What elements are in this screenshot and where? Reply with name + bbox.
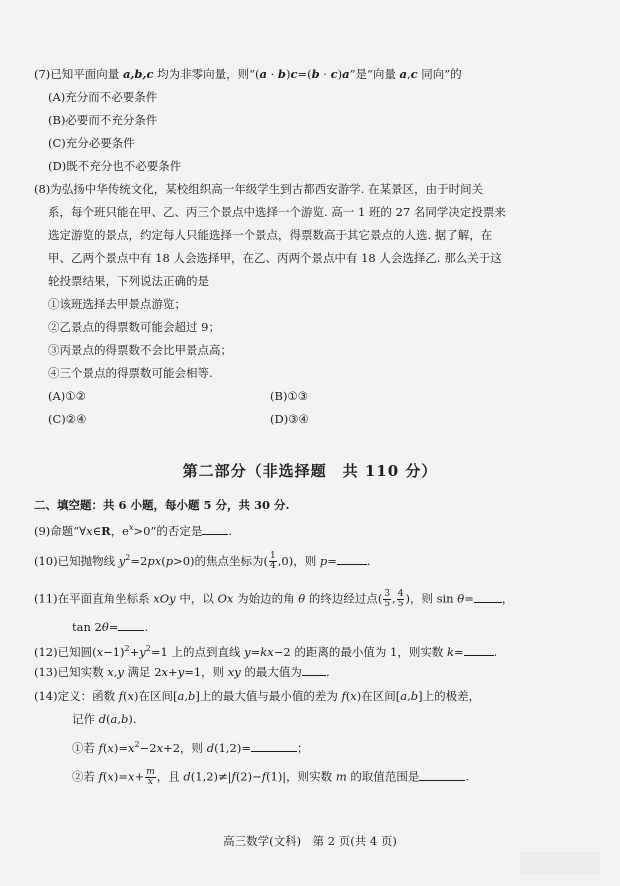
q8-option-b: (B)①③ <box>270 389 309 403</box>
q8-option-c: (C)②④ <box>48 412 87 426</box>
answer-blank[interactable] <box>474 591 502 603</box>
fraction: $\frac{3}{5}$ <box>384 589 391 609</box>
answer-blank[interactable] <box>419 769 465 781</box>
q7-option-b: (B)必要而不充分条件 <box>48 113 158 127</box>
fraction: $\frac{4}{5}$ <box>397 589 404 609</box>
fraction: $\frac{1}{4}$ <box>270 551 276 572</box>
q7-option-a: (A)充分而不必要条件 <box>48 90 158 104</box>
answer-blank[interactable] <box>251 740 297 752</box>
q14-sub-2: ②若 f(x)=x+ $\frac{m}{x}$ ，且 d(1,2)≠|f(2)−f(1)|，则实数 m 的取值范围是 . <box>72 767 470 787</box>
q8-statement-2: ②乙景点的得票数可能会超过 9； <box>48 320 220 334</box>
part-two-title: 第二部分（非选择题 共 110 分） <box>182 462 438 480</box>
q13: (13)已知实数 x,y 满足 2x+y=1，则 xy 的最大值为 . <box>34 665 330 679</box>
q11: (11)在平面直角坐标系 xOy 中，以 Ox 为始边的角 θ 的终边经过点( $\frac{3}{5}$ , $\frac{4}{5}$ )，则 sin θ= ， <box>34 589 514 609</box>
answer-blank[interactable] <box>202 523 228 535</box>
fraction: $\frac{m}{x}$ <box>146 767 155 787</box>
q8-statement-4: ④三个景点的得票数可能会相等. <box>48 366 213 380</box>
q10: (10)已知抛物线 $y^2=2px(p>0)$的焦点坐标为( $\frac{1}{4}$ ,0)，则 p= . <box>34 551 371 572</box>
q9: (9)命题“∀x∈R，$e^x>0$”的否定是 . <box>34 523 233 538</box>
q8-option-d: (D)③④ <box>270 412 309 426</box>
q8-statement-1: ①该班选择去甲景点游览； <box>48 297 186 311</box>
q12: (12)已知圆$(x-1)^2+y^2=1$ 上的点到直线 y=kx−2 的距离的最小值为 1，则实数 k= . <box>34 644 498 659</box>
q8-line: 系，每个班只能在甲、乙、丙三个景点中选择一个游览. 高一 1 班的 27 名同学决定投票来 <box>48 205 506 219</box>
q8-option-a: (A)①② <box>48 389 86 403</box>
answer-blank[interactable] <box>464 644 494 656</box>
q7-option-d: (D)既不充分也不必要条件 <box>48 159 182 173</box>
answer-blank[interactable] <box>337 553 367 565</box>
q8-statement-3: ③丙景点的得票数不会比甲景点高； <box>48 343 232 357</box>
q14-sub-1: ①若 $f(x)=x^2-2x+2$，则 d(1,2)= ； <box>72 740 309 755</box>
q14: (14)定义：函数 f(x)在区间[a,b]上的最大值与最小值的差为 f(x)在区间[a,b]上的极差， <box>34 689 481 703</box>
answer-blank[interactable] <box>118 619 144 631</box>
q14-line-2: 记作 d(a,b). <box>72 712 137 726</box>
q11-line-2: tan 2θ= . <box>72 620 149 634</box>
q8-line: 选定游览的景点，约定每人只能选择一个景点，得票数高于其它景点的人选. 据了解，在 <box>48 228 493 242</box>
q8-line: 甲、乙两个景点中有 18 人会选择甲，在乙、丙两个景点中有 18 人会选择乙. 那么关于这 <box>48 251 502 265</box>
q7-option-c: (C)充分必要条件 <box>48 136 135 150</box>
page-footer: 高三数学(文科) 第 2 页(共 4 页) <box>223 834 397 848</box>
scan-artifact <box>520 852 600 874</box>
q8-line: 轮投票结果，下列说法正确的是 <box>48 274 209 288</box>
q8-line: (8)为弘扬中华传统文化，某校组织高一年级学生到古都西安游学. 在某景区，由于时间关 <box>34 182 484 196</box>
section-heading: 二、填空题：共 6 小题，每小题 5 分，共 30 分. <box>34 498 290 512</box>
answer-blank[interactable] <box>302 664 326 676</box>
q7-stem: (7)已知平面向量 a,b,c 均为非零向量，则“(a · b)c=(b · c)a”是“向量 a,c 同向”的 <box>34 67 462 81</box>
